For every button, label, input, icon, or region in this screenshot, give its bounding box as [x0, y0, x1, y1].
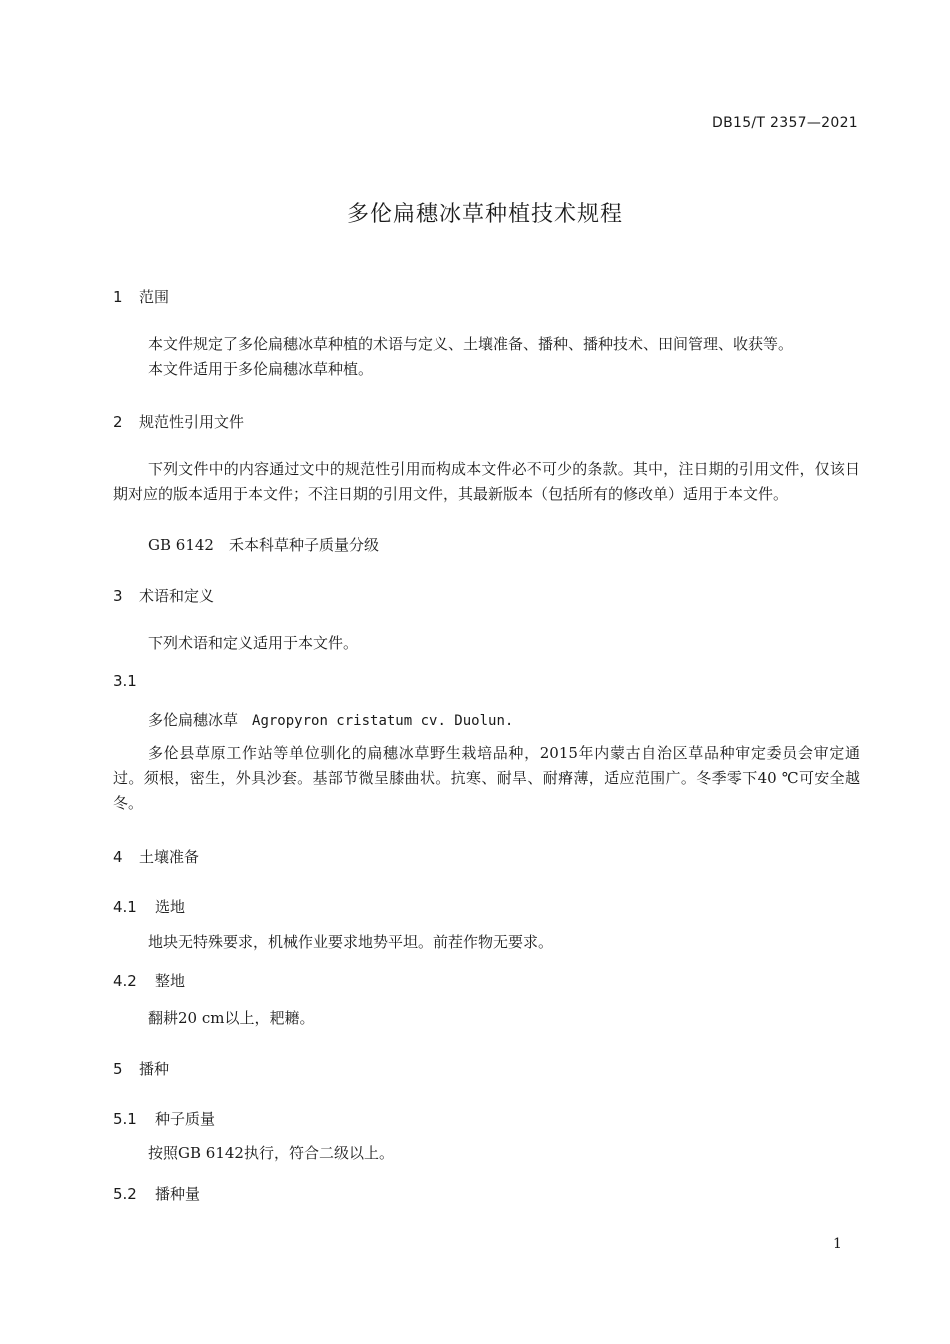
section-1-paragraph-2: 本文件适用于多伦扁穗冰草种植。 [148, 360, 374, 378]
section-title: 整地 [155, 972, 186, 990]
document-title: 多伦扁穗冰草种植技术规程 [346, 202, 623, 227]
section-5-heading [113, 1058, 169, 1079]
section-title: 范围 [139, 288, 170, 306]
section-1-paragraph-1: 本文件规定了多伦扁穗冰草种植的术语与定义、土壤准备、播种、播种技术、田间管理、收获等。 [148, 335, 794, 353]
section-title: 土壤准备 [139, 848, 200, 866]
section-number: 4 [113, 848, 123, 866]
term-latin: Agropyron cristatum cv. Duolun. [252, 713, 514, 729]
section-5-2-heading [113, 1183, 200, 1204]
section-4-2-text: 翻耕20 cm以上，耙耱。 [148, 1009, 315, 1027]
section-title: 术语和定义 [139, 587, 215, 605]
section-4-2-heading [113, 970, 185, 991]
section-title: 播种 [139, 1060, 170, 1078]
section-number: 1 [113, 288, 123, 306]
section-5-1-text: 按照GB 6142执行，符合二级以上。 [148, 1144, 394, 1162]
section-3-heading [113, 585, 214, 606]
section-2-heading [113, 411, 244, 432]
section-number: 5.1 [113, 1110, 137, 1128]
term-definition: 多伦县草原工作站等单位驯化的扁穗冰草野生栽培品种，2015年内蒙古自治区草品种审定委员会审定通过。须根，密生，外具沙套。基部节微呈膝曲状。抗寒、耐旱、耐瘠薄，适应范围广。冬季零下40 ℃可安全越冬。 [113, 744, 860, 812]
section-title: 种子质量 [155, 1110, 216, 1128]
section-3-paragraph-1: 下列术语和定义适用于本文件。 [148, 634, 359, 652]
section-1-heading [113, 286, 169, 307]
section-number: 4.2 [113, 972, 137, 990]
section-number: 5.2 [113, 1185, 137, 1203]
section-title: 选地 [155, 898, 186, 916]
term-chinese: 多伦扁穗冰草 [148, 711, 239, 729]
section-number: 5 [113, 1060, 123, 1078]
document-code: DB15/T 2357—2021 [712, 115, 858, 131]
normative-reference: GB 6142 禾本科草种子质量分级 [148, 536, 379, 554]
section-number: 3.1 [113, 672, 137, 690]
section-number: 4.1 [113, 898, 137, 916]
section-title: 规范性引用文件 [139, 413, 245, 431]
section-4-1-heading [113, 896, 185, 917]
section-number: 3 [113, 587, 123, 605]
section-4-heading [113, 846, 199, 867]
section-number: 2 [113, 413, 123, 431]
section-2-paragraph-1: 下列文件中的内容通过文中的规范性引用而构成本文件必不可少的条款。其中，注日期的引用文件，仅该日期对应的版本适用于本文件；不注日期的引用文件，其最新版本（包括所有的修改单）适用于本文件。 [113, 460, 860, 503]
section-4-1-text: 地块无特殊要求，机械作业要求地势平坦。前茬作物无要求。 [148, 933, 554, 951]
section-title: 播种量 [155, 1185, 201, 1203]
term-entry [148, 709, 513, 730]
section-5-1-heading [113, 1108, 215, 1129]
section-3-1-heading [113, 672, 155, 690]
page-number: 1 [833, 1236, 842, 1252]
